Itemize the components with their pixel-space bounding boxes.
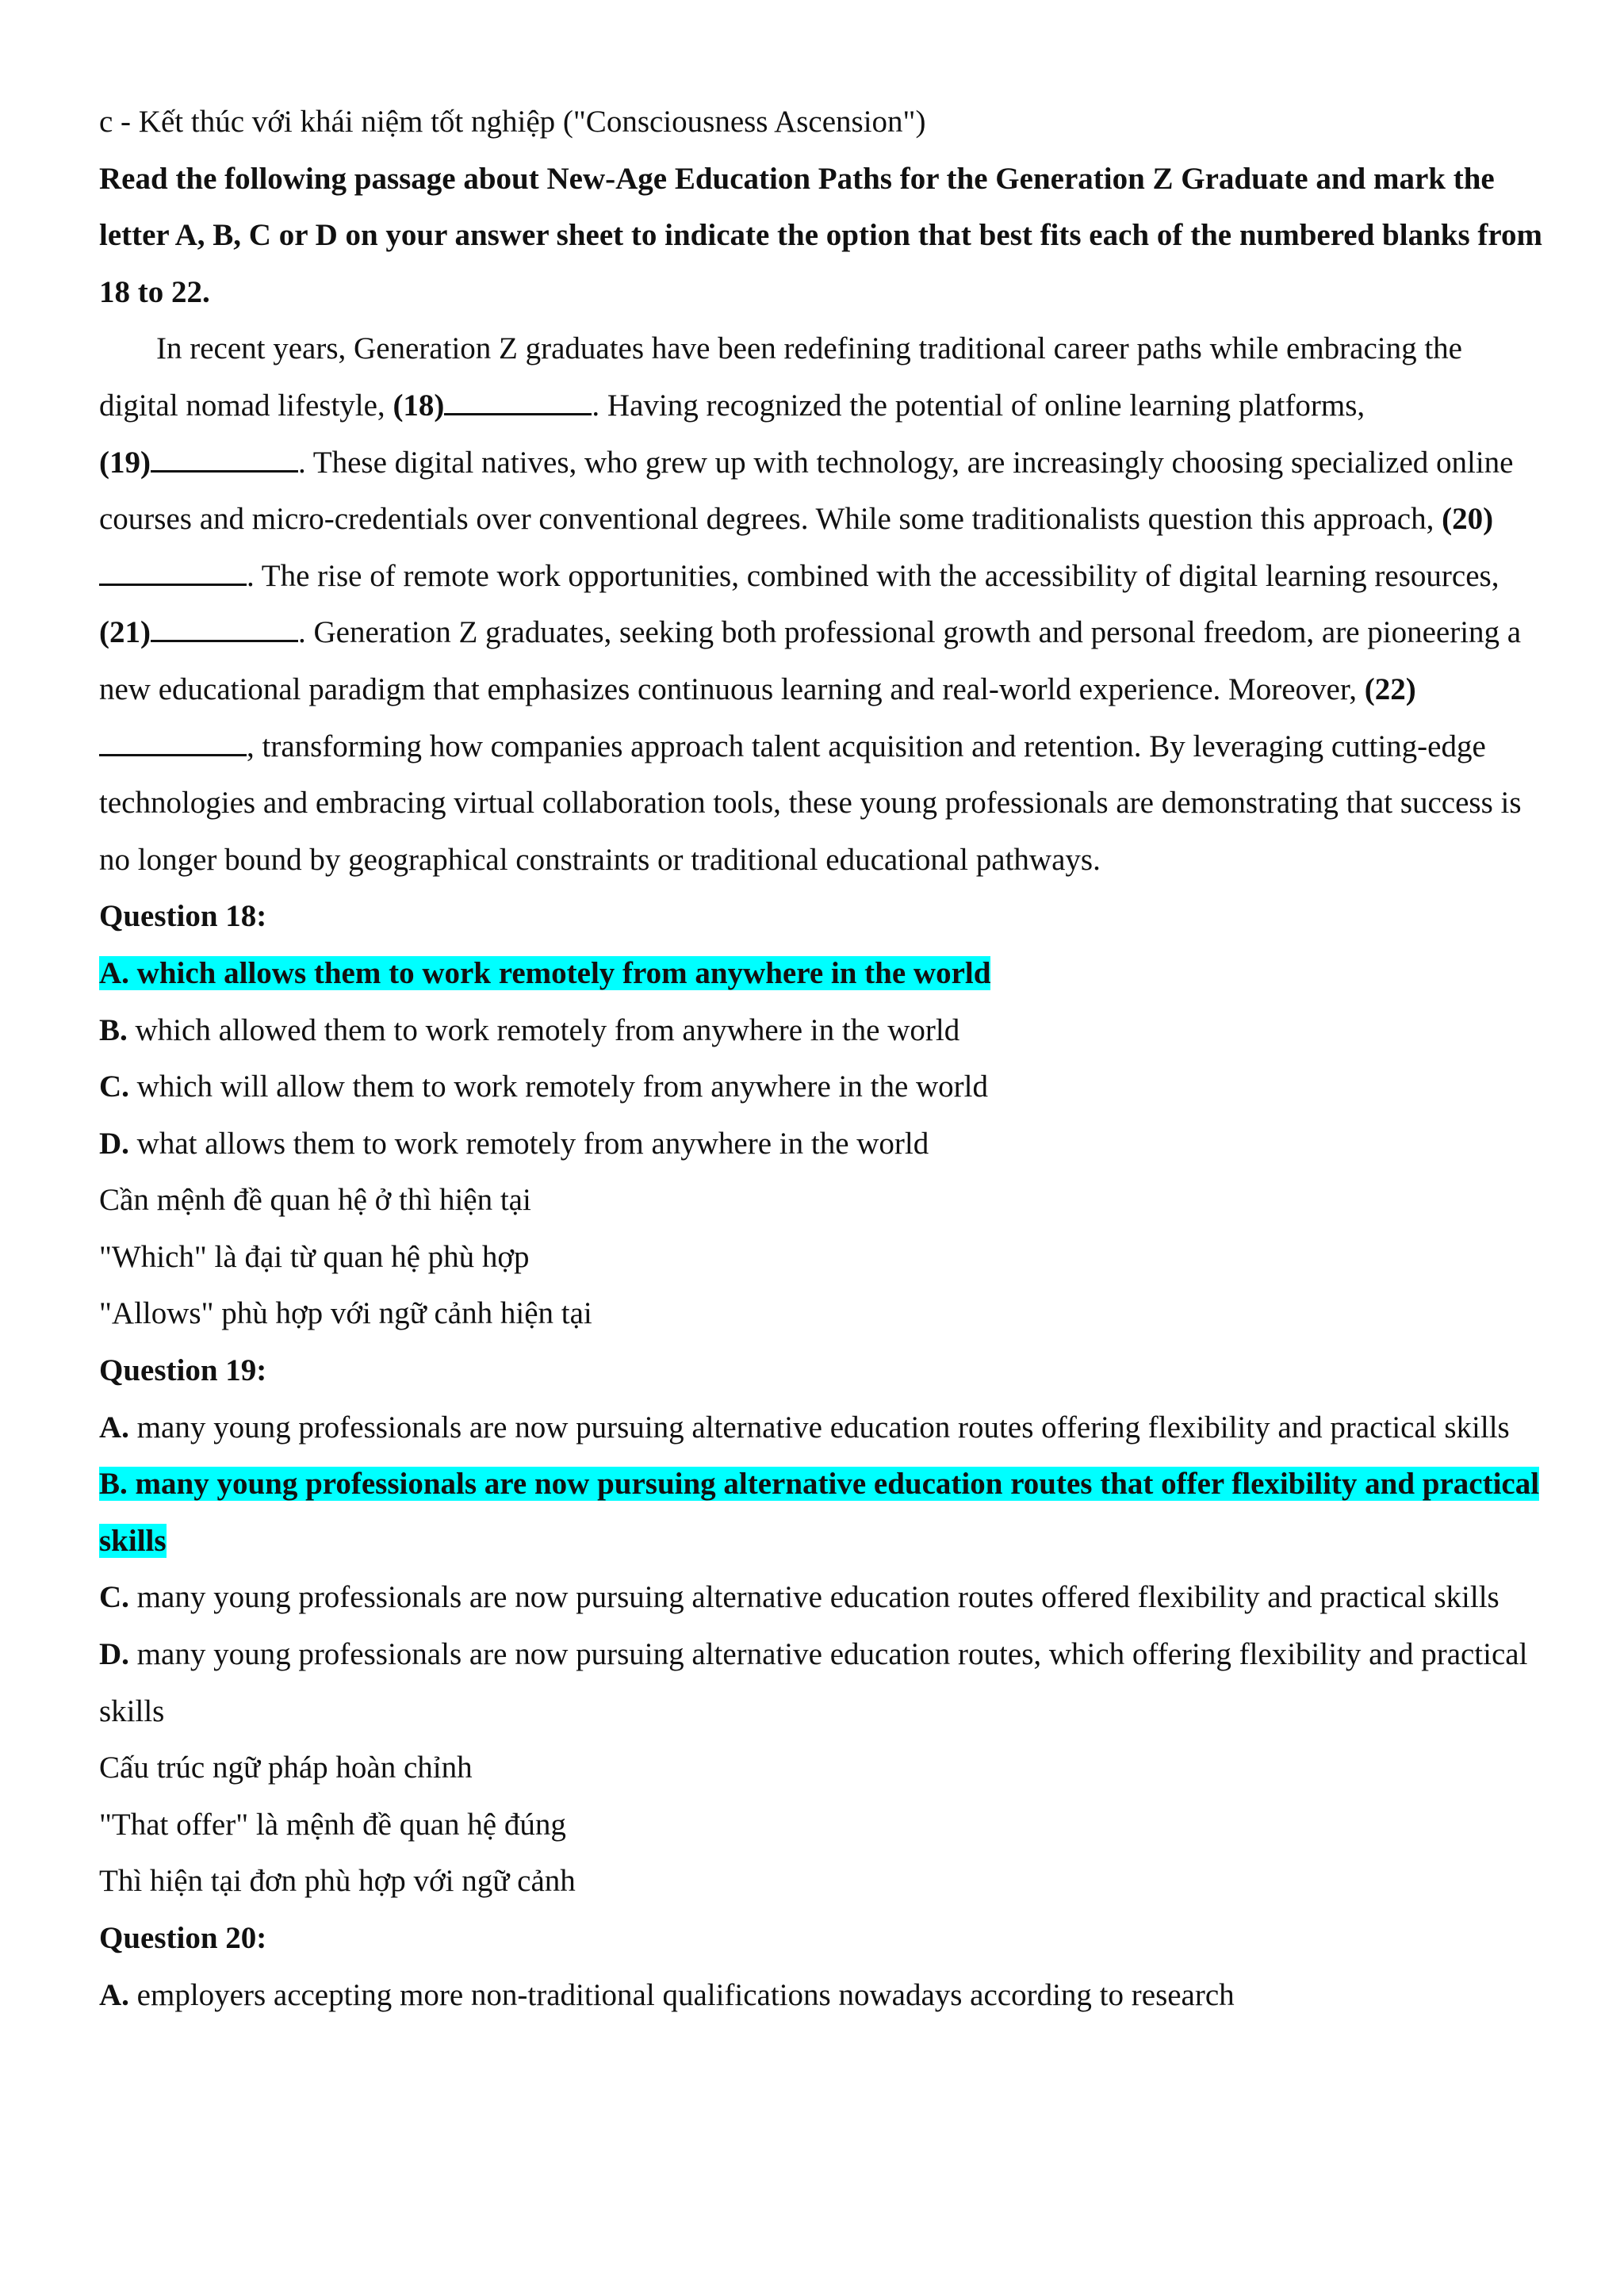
explanation-note: "Allows" phù hợp với ngữ cảnh hiện tại [99, 1296, 592, 1331]
question-19-title: Question 19: [99, 1353, 267, 1388]
highlighted-answer [99, 1467, 1539, 1558]
passage-text: In recent years, Generation Z graduates have been redefining traditional career paths while embracing the digital nomad lifestyle, [99, 331, 1462, 423]
passage-paragraph [99, 320, 1542, 888]
header-line: c - Kết thúc với khái niệm tốt nghiệp ("Consciousness Ascension") [99, 105, 926, 139]
question-19-option-a [99, 1399, 1542, 1456]
question-18-title: Question 18: [99, 899, 267, 934]
blank-21 [151, 616, 298, 642]
option-text: many young professionals are now pursuing alternative education routes offering flexibility and practical skills [128, 1410, 1510, 1445]
blank-number-21: (21) [99, 615, 151, 650]
blank-number-22: (22) [1364, 672, 1416, 706]
option-key: B. [99, 1012, 128, 1047]
option-text: which allowed them to work remotely from anywhere in the world [127, 1012, 960, 1047]
question-18-option-a-correct [99, 945, 1542, 1002]
option-text: many young professionals are now pursuing alternative education routes that offer flexibility and practical skills [99, 1467, 1540, 1558]
document-page [99, 94, 1542, 2023]
blank-number-19: (19) [99, 445, 151, 480]
blank-number-20: (20) [1442, 502, 1494, 537]
passage-text: . Generation Z graduates, seeking both professional growth and personal freedom, are pioneering a new educational paradigm that emphasizes continuous learning and real-world experience. Moreover, [99, 615, 1522, 706]
explanation-note: "Which" là đại từ quan hệ phù hợp [99, 1239, 530, 1274]
blank-22 [99, 730, 247, 756]
option-key: A. [99, 955, 129, 990]
explanation-note: Thì hiện tại đơn phù hợp với ngữ cảnh [99, 1864, 576, 1899]
explanation-note: Cần mệnh đề quan hệ ở thì hiện tại [99, 1183, 531, 1218]
instruction-text: Read the following passage about New-Age Education Paths for the Generation Z Graduate and mark the letter A, B, C or D on your answer sheet to indicate the option that best fits each of the numbered blanks from 18 to 22. [99, 161, 1542, 309]
question-18-option-c [99, 1058, 1542, 1115]
question-19-option-b-correct [99, 1456, 1542, 1569]
blank-number-18: (18) [393, 388, 445, 423]
option-text: which allows them to work remotely from anywhere in the world [128, 955, 991, 990]
passage-text: . These digital natives, who grew up with technology, are increasingly choosing specialized online courses and micro-credentials over conventional degrees. While some traditionalists question this approach, [99, 445, 1514, 537]
option-text: many young professionals are now pursuing alternative education routes, which offering flexibility and practical skills [99, 1637, 1528, 1728]
option-text: what allows them to work remotely from anywhere in the world [128, 1126, 929, 1161]
option-text: many young professionals are now pursuing alternative education routes offered flexibility and practical skills [128, 1580, 1500, 1615]
question-19-option-c [99, 1569, 1542, 1626]
passage-text: , transforming how companies approach talent acquisition and retention. By leveraging cutting-edge technologies and embracing virtual collaboration tools, these young professionals are demonstrating that success is no longer bound by geographical constraints or traditional educational pathways. [99, 729, 1522, 877]
blank-20 [99, 560, 247, 586]
passage-text: . Having recognized the potential of online learning platforms, [592, 388, 1365, 423]
option-key: C. [99, 1580, 129, 1615]
blank-18 [444, 389, 592, 415]
question-18-option-b [99, 1002, 1542, 1059]
option-key: A. [99, 1410, 129, 1445]
option-key: B. [99, 1467, 128, 1502]
option-key: D. [99, 1637, 129, 1672]
option-text: employers accepting more non-traditional qualifications nowadays according to research [128, 1977, 1235, 2012]
option-key: C. [99, 1070, 129, 1104]
passage-text: . The rise of remote work opportunities, combined with the accessibility of digital learning resources, [247, 558, 1500, 593]
question-20-option-a [99, 1967, 1542, 2024]
question-19-option-d [99, 1626, 1542, 1739]
option-key: A. [99, 1977, 129, 2012]
blank-19 [151, 446, 298, 473]
explanation-note: "That offer" là mệnh đề quan hệ đúng [99, 1807, 566, 1842]
question-18-option-d [99, 1115, 1542, 1173]
explanation-note: Cấu trúc ngữ pháp hoàn chỉnh [99, 1751, 473, 1785]
highlighted-answer [99, 956, 990, 990]
option-key: D. [99, 1126, 129, 1161]
question-20-title: Question 20: [99, 1921, 267, 1955]
option-text: which will allow them to work remotely from anywhere in the world [128, 1070, 988, 1104]
